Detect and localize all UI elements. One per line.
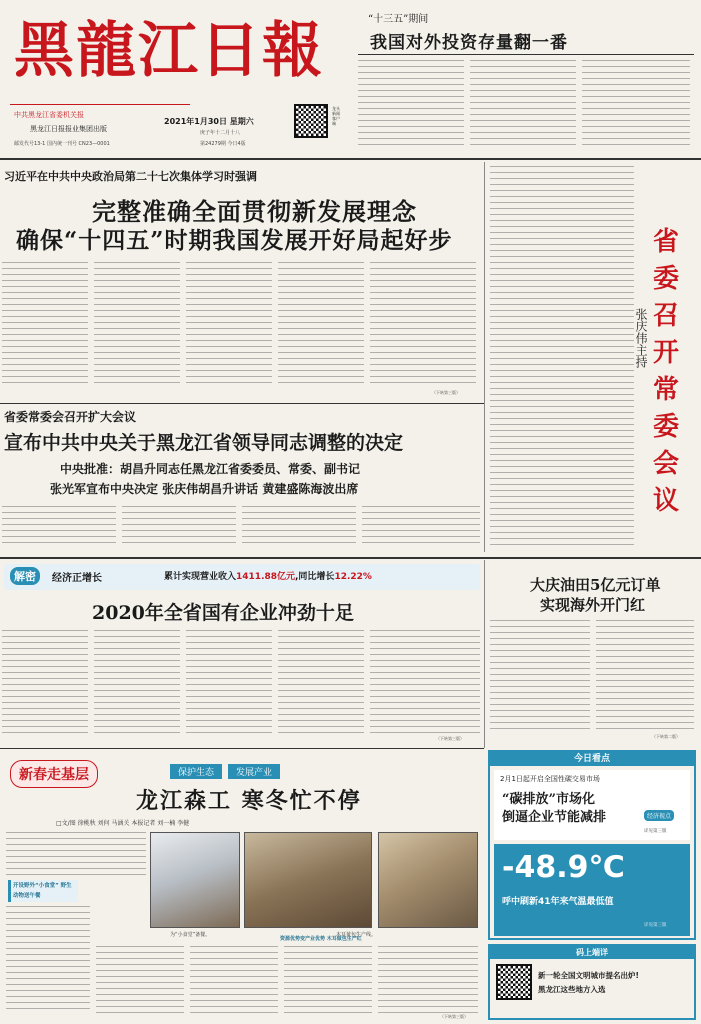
lead-more: （下转第三版） bbox=[432, 390, 460, 395]
forest-more: （下转第三版） bbox=[440, 1014, 468, 1019]
qr-code-icon[interactable] bbox=[294, 104, 328, 138]
daqing-body bbox=[490, 620, 590, 732]
top-story-body bbox=[470, 60, 576, 146]
side-headline-char: 召 bbox=[652, 301, 679, 331]
daqing-headline-1: 大庆油田5亿元订单 bbox=[530, 576, 661, 594]
economy-stat-value-2: 12.22% bbox=[334, 572, 372, 582]
masthead-date: 2021年1月30日 星期六 bbox=[164, 117, 254, 126]
economy-tag-2: 经济正增长 bbox=[52, 573, 102, 584]
scan-qr-icon[interactable] bbox=[496, 964, 532, 1000]
side-presider: 张庆伟主持 bbox=[634, 308, 648, 368]
lead-body bbox=[186, 262, 272, 388]
today-item-1-date: 2月1日起开启全国性碳交易市场 bbox=[500, 775, 600, 783]
lead-body bbox=[94, 262, 180, 388]
today-header: 今日看点 bbox=[490, 752, 694, 766]
forest-sub-box-2-label: 资源优势变产业优势 木耳做包生产红 bbox=[280, 936, 362, 942]
economy-body bbox=[370, 630, 480, 734]
enlarged-body bbox=[362, 506, 480, 548]
lead-headline-1: 完整准确全面贯彻新发展理念 bbox=[92, 197, 417, 226]
lead-body bbox=[370, 262, 476, 388]
top-story-body bbox=[358, 60, 464, 146]
top-story[interactable] bbox=[358, 6, 694, 154]
top-story-headline: 我国对外投资存量翻一番 bbox=[370, 33, 568, 53]
qr-caption: 龙头新闻客户端 bbox=[332, 106, 340, 126]
forest-tag-1: 保护生态 bbox=[170, 764, 222, 779]
lead-kicker: 习近平在中共中央政治局第二十七次集体学习时强调 bbox=[4, 170, 257, 183]
forest-body bbox=[96, 946, 184, 1014]
economy-body bbox=[186, 630, 272, 734]
side-headline-char: 会 bbox=[652, 449, 679, 479]
economy-body bbox=[94, 630, 180, 734]
enlarged-sub-2: 张光军宣布中央决定 张庆伟胡昌升讲话 黄建盛陈海波出席 bbox=[50, 482, 359, 496]
enlarged-meeting[interactable] bbox=[0, 406, 484, 556]
economy-headline: 2020年全省国有企业冲劲十足 bbox=[92, 602, 354, 624]
side-headline-char: 委 bbox=[652, 264, 679, 294]
top-story-kicker: “十三五”期间 bbox=[368, 14, 429, 25]
side-headline-char: 省 bbox=[652, 227, 679, 257]
forest-body bbox=[6, 906, 90, 1014]
today-item-2[interactable] bbox=[494, 844, 690, 936]
lead-story[interactable] bbox=[0, 162, 480, 402]
side-headline bbox=[644, 224, 688, 520]
scan-panel[interactable] bbox=[488, 944, 696, 1020]
forest-photo-feeding bbox=[150, 832, 240, 928]
economy-more: （下转第三版） bbox=[436, 736, 464, 741]
enlarged-body bbox=[122, 506, 236, 548]
forest-headline: 龙江森工 寒冬忙不停 bbox=[136, 788, 362, 814]
temperature-caption: 呼中刷新41年来气温最低值 bbox=[502, 897, 614, 907]
masthead bbox=[0, 0, 352, 150]
daqing-headline-2: 实现海外开门红 bbox=[540, 596, 646, 614]
today-item-1-headline-1: “碳排放”市场化 bbox=[502, 792, 595, 807]
daqing-story[interactable] bbox=[488, 560, 698, 746]
economy-body bbox=[278, 630, 364, 734]
side-headline-char: 议 bbox=[652, 486, 679, 516]
forest-banner-label: 新春走基层 bbox=[19, 767, 89, 783]
side-headline-char: 常 bbox=[652, 375, 679, 405]
forest-body bbox=[190, 946, 278, 1014]
forest-photo-factory bbox=[244, 832, 372, 928]
masthead-title: 黑龍江日報 bbox=[14, 16, 324, 86]
masthead-codes: 邮发代号13-1 国内统一刊号 CN23—0001 bbox=[14, 141, 110, 147]
enlarged-headline: 宣布中共中央关于黑龙江省领导同志调整的决定 bbox=[4, 432, 404, 454]
economy-story[interactable] bbox=[0, 560, 484, 746]
enlarged-sub-1: 中央批准：胡昌升同志任黑龙江省委委员、常委、副书记 bbox=[60, 462, 361, 476]
side-body bbox=[490, 166, 634, 546]
top-story-body bbox=[582, 60, 690, 146]
enlarged-body bbox=[242, 506, 356, 548]
economy-stat-prefix: 累计实现营业收入 bbox=[164, 572, 237, 582]
lead-body bbox=[278, 262, 364, 388]
forest-tag-2: 发展产业 bbox=[228, 764, 280, 779]
forest-photo-workers bbox=[378, 832, 478, 928]
lead-body bbox=[2, 262, 88, 388]
temperature-ref: 详见第三版 bbox=[644, 923, 667, 928]
scan-header: 码上端详 bbox=[490, 946, 694, 959]
today-item-1-ref: 详见第三版 bbox=[644, 829, 667, 834]
forest-sub-box-label: 开设野外“小食堂” 野生动物送午餐 bbox=[13, 883, 72, 899]
forest-story[interactable] bbox=[0, 750, 484, 1022]
enlarged-body bbox=[2, 506, 116, 548]
economy-body bbox=[2, 630, 88, 734]
forest-byline: □文/图 徐桃秋 刘何 马涵关 本报记者 刘一楠 李健 bbox=[56, 820, 190, 827]
masthead-publisher: 黑龙江日报报业集团出版 bbox=[30, 125, 107, 133]
today-panel bbox=[488, 750, 696, 940]
today-item-1-headline-2: 倒逼企业节能减排 bbox=[502, 810, 607, 825]
daqing-more: （下转第二版） bbox=[652, 734, 680, 739]
forest-body bbox=[378, 946, 478, 1014]
scan-line-2: 黑龙江这些地方入选 bbox=[538, 985, 606, 994]
side-headline-char: 委 bbox=[652, 412, 679, 442]
daqing-body bbox=[596, 620, 694, 732]
forest-body bbox=[284, 946, 372, 1014]
temperature-value: -48.9℃ bbox=[502, 850, 625, 885]
masthead-issue: 第24279期 今日4版 bbox=[200, 141, 246, 147]
masthead-lunar: 庚子年十二月十八 bbox=[200, 130, 241, 136]
forest-intro bbox=[6, 832, 146, 878]
forest-sub-box bbox=[8, 880, 78, 902]
economy-stat-mid: ,同比增长 bbox=[295, 572, 335, 582]
today-item-1[interactable] bbox=[494, 770, 690, 840]
economy-tag: 解密 bbox=[10, 567, 40, 585]
forest-banner bbox=[10, 760, 98, 788]
forest-photo-caption-2: 木耳黄包生产线。 bbox=[336, 932, 377, 938]
economy-stat bbox=[164, 569, 372, 582]
lead-headline-2: 确保“十四五”时期我国发展开好局起好步 bbox=[16, 227, 453, 254]
side-story[interactable] bbox=[488, 162, 698, 554]
today-item-1-badge: 经济视点 bbox=[644, 810, 674, 821]
scan-line-1: 新一轮全国文明城市提名出炉! bbox=[538, 971, 639, 980]
economy-stat-value-1: 1411.88亿元 bbox=[236, 572, 296, 582]
masthead-organ: 中共黑龙江省委机关报 bbox=[14, 111, 84, 119]
side-headline-char: 开 bbox=[652, 338, 679, 368]
enlarged-kicker: 省委常委会召开扩大会议 bbox=[4, 410, 137, 424]
forest-photo-caption-1: 为“小食堂”备餐。 bbox=[170, 932, 211, 938]
